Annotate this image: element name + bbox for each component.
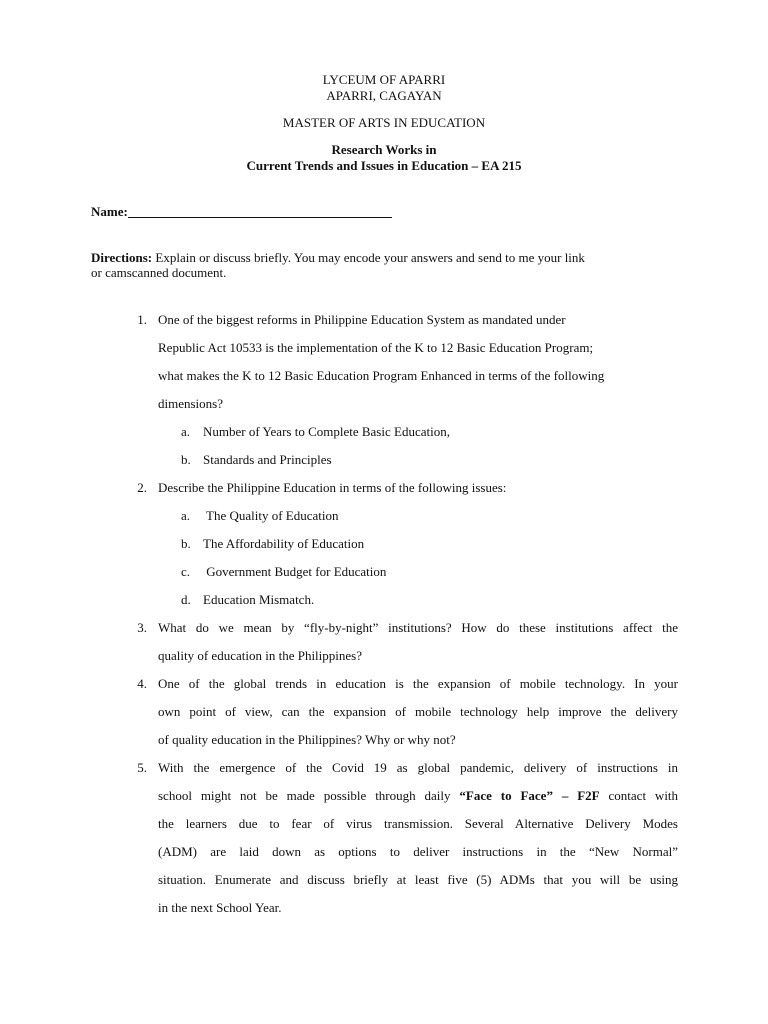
question-text: (ADM) are laid down as options to deliver instructions in the “New Normal”: [158, 844, 678, 859]
school-name: LYCEUM OF APARRI: [322, 72, 446, 87]
directions-text-1: Explain or discuss briefly. You may encode your answers and send to me your link: [155, 250, 585, 265]
sub-item: [181, 536, 364, 552]
directions-label: Directions:: [91, 250, 153, 265]
question-text: dimensions?: [158, 396, 223, 411]
question-text-part: contact with: [608, 788, 679, 803]
sub-item-letter: b.: [181, 536, 191, 551]
f2f-emphasis: F2F: [577, 788, 600, 803]
sub-item-text: Standards and Principles: [203, 452, 332, 467]
question-text: quality of education in the Philippines?: [158, 648, 362, 663]
sub-item-text: Number of Years to Complete Basic Education,: [203, 424, 450, 439]
sub-item: [181, 564, 386, 580]
question-text: situation. Enumerate and discuss briefly at least five (5) ADMs that you will be using: [158, 872, 678, 887]
subtitle-research-works: Research Works in: [331, 142, 437, 157]
question-number: 4.: [137, 676, 147, 691]
question-text: Describe the Philippine Education in terms of the following issues:: [158, 480, 507, 495]
sub-item: [181, 452, 332, 468]
directions-text-2: or camscanned document.: [91, 265, 227, 280]
question-number: 1.: [137, 312, 147, 327]
sub-item-letter: b.: [181, 452, 191, 467]
question-text: of quality education in the Philippines? Why or why not?: [158, 732, 456, 747]
question-text: own point of view, can the expansion of mobile technology help improve the delivery: [158, 704, 678, 719]
question-text-part: school might not be made possible through daily: [158, 788, 460, 803]
question-text: What do we mean by “fly-by-night” institutions? How do these institutions affect the: [158, 620, 678, 635]
question-text: the learners due to fear of virus transmission. Several Alternative Delivery Modes: [158, 816, 678, 831]
dash-emphasis: –: [561, 788, 578, 803]
sub-item-letter: c.: [181, 564, 191, 579]
directions-line-1: [91, 250, 585, 266]
sub-item-letter: a.: [181, 508, 191, 523]
question-text: in the next School Year.: [158, 900, 282, 915]
name-blank-line: [128, 205, 392, 218]
sub-item-text: The Affordability of Education: [203, 536, 365, 551]
question-text: [158, 788, 678, 804]
question-text: With the emergence of the Covid 19 as global pandemic, delivery of instructions in: [158, 760, 678, 775]
question-text: One of the biggest reforms in Philippine Education System as mandated under: [158, 312, 566, 327]
sub-item-letter: d.: [181, 592, 191, 607]
question-number: 2.: [137, 480, 147, 495]
name-field: [91, 204, 392, 220]
sub-item-text: Education Mismatch.: [203, 592, 315, 607]
question-number: 5.: [137, 760, 147, 775]
question-number: 3.: [137, 620, 147, 635]
sub-item: [181, 508, 339, 524]
sub-item-text: The Quality of Education: [203, 508, 339, 523]
face-to-face-emphasis: “Face to Face”: [459, 788, 553, 803]
school-location: APARRI, CAGAYAN: [326, 88, 442, 103]
sub-item-letter: a.: [181, 424, 191, 439]
sub-item: [181, 424, 450, 440]
question-text: what makes the K to 12 Basic Education Program Enhanced in terms of the following: [158, 368, 605, 383]
question-text: Republic Act 10533 is the implementation of the K to 12 Basic Education Program;: [158, 340, 594, 355]
sub-item: [181, 592, 314, 608]
sub-item-text: Government Budget for Education: [203, 564, 387, 579]
subtitle-course: Current Trends and Issues in Education – EA 215: [246, 158, 522, 173]
name-label: Name:: [91, 204, 128, 219]
question-text: One of the global trends in education is the expansion of mobile technology. In your: [158, 676, 678, 691]
program-title: MASTER OF ARTS IN EDUCATION: [282, 115, 486, 130]
